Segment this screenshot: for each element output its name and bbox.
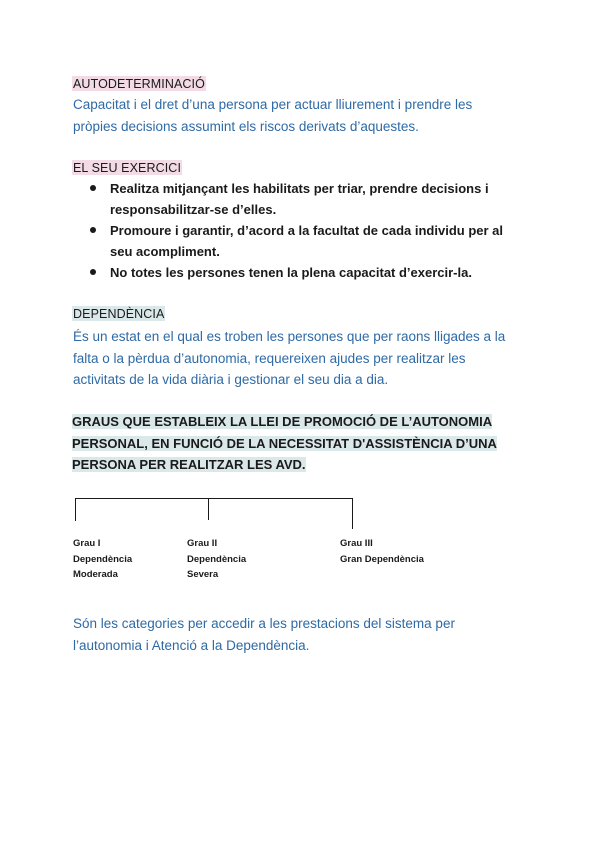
bullet-line: Realitza mitjançant les habilitats per triar, prendre decisions i [110,181,489,196]
graus-heading-line: PERSONAL, EN FUNCIÓ DE LA NECESSITAT D'ASSISTÈNCIA D’UNA [72,435,497,451]
grau-i-label: Grau I Dependència Moderada [73,538,133,580]
graus-heading-line: PERSONA PER REALITZAR LES AVD. [72,457,306,472]
bullet-item [73,220,543,262]
heading-exercici: EL SEU EXERCICI [73,161,182,175]
exercici-bullet-list [73,178,543,283]
bullet-dot-icon [90,185,96,191]
bullet-line: No totes les persones tenen la plena capacitat d’exercir-la. [110,265,472,280]
tree-branch-line [75,498,76,521]
bullet-dot-icon [90,227,96,233]
graus-heading-line: GRAUS QUE ESTABLEIX LA LLEI DE PROMOCIÓ DE L’AUTONOMIA [72,414,493,429]
bullet-line: Promoure i garantir, d’acord a la facultat de cada individu per al [110,223,503,238]
grau-ii-label: Grau II Dependència Severa [187,538,247,580]
definition-line: falta o la pèrdua d’autonomia, requereixen ajudes per realitzar les [73,350,466,366]
tree-branch-line [352,498,353,529]
definition-line: És un estat en el qual es troben les persones que per raons lligades a la [73,329,506,344]
tree-horizontal-line [75,498,353,499]
tree-branch-line [208,498,209,520]
definition-line: Capacitat i el dret d’una persona per actuar lliurement i prendre les [73,97,473,112]
autodeterminacio-definition [73,94,543,137]
bullet-item [73,262,543,283]
conclusion-text [73,613,543,656]
grau-iii-label: Grau III Gran Dependència [340,538,424,565]
heading-dependencia: DEPENDÈNCIA [73,307,165,321]
graus-heading [72,411,552,476]
conclusion-line: l’autonomia i Atenció a la Dependència. [73,637,310,653]
definition-line: pròpies decisions assumint els riscos derivats d’aquestes. [73,118,419,134]
bullet-dot-icon [90,269,96,275]
bullet-line: seu acompliment. [110,244,220,259]
definition-line: activitats de la vida diària i gestionar el seu dia a dia. [73,372,389,387]
heading-autodeterminacio: AUTODETERMINACIÓ [73,77,205,91]
bullet-item [73,178,543,220]
conclusion-line: Són les categories per accedir a les prestacions del sistema per [73,616,455,631]
bullet-line: responsabilitzar-se d’elles. [110,202,277,217]
dependencia-definition [73,326,543,391]
